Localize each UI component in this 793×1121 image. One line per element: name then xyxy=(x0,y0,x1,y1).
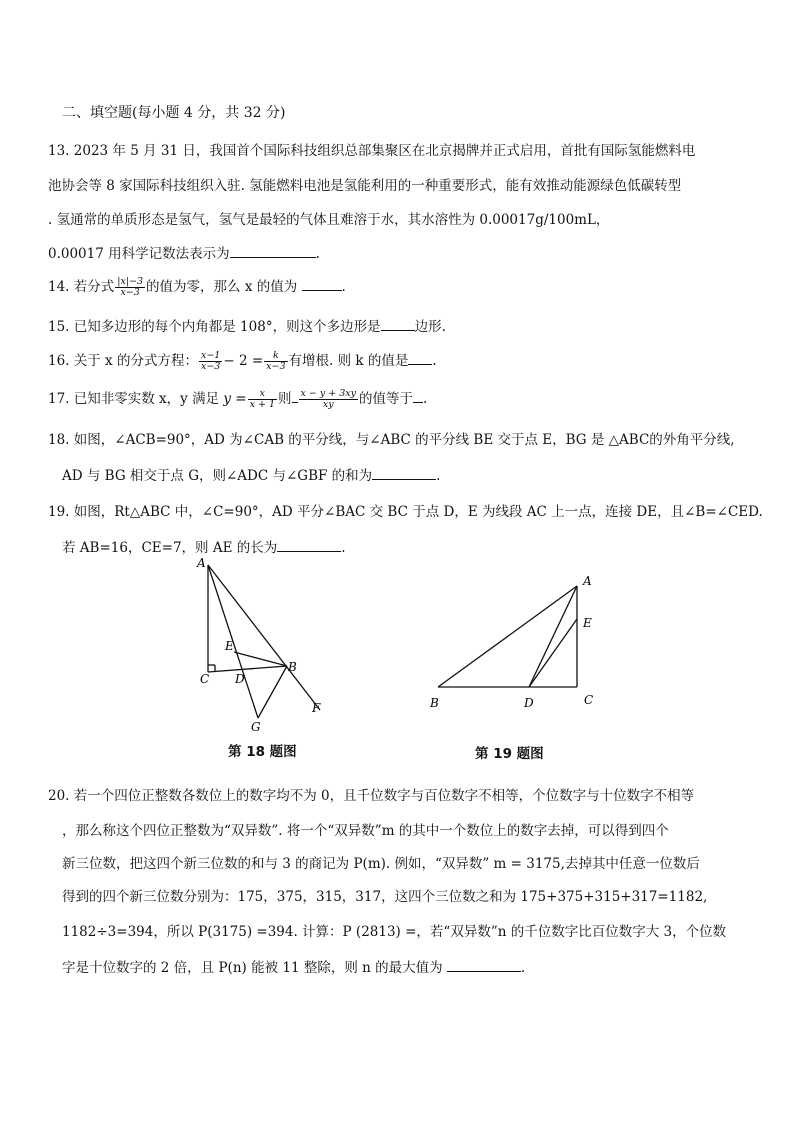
q19-line2-text: 若 AB=16，CE=7，则 AE 的长为 xyxy=(62,540,278,556)
q13-line2: 池协会等 8 家国际科技组织入驻. 氢能燃料电池是氢能利用的一种重要形式，能有效推动能源绿色低碳转型 xyxy=(48,178,682,194)
q17-post: 的值等于 xyxy=(359,391,414,407)
q20-line4: 得到的四个新三位数分别为：175，375，315，317，这四个三位数之和为 175+375+315+317=1182, xyxy=(62,889,708,905)
figure-18-caption: 第 18 题图 xyxy=(228,744,297,760)
q17-end: . xyxy=(423,391,428,407)
fig18-label-A: A xyxy=(197,556,206,570)
q16-f1-num: x−1 xyxy=(200,350,221,361)
fig18-label-B: B xyxy=(288,660,297,674)
q16-f1-den: x−3 xyxy=(200,361,221,372)
q20-line5: 1182÷3=394，所以 P(3175) =394. 计算：P (2813) =，若“双异数”n 的千位数字比百位数字大 3，个位数 xyxy=(62,924,727,940)
q17-answer-blank[interactable] xyxy=(413,388,423,403)
fig19-label-C: C xyxy=(584,693,594,707)
q20-line6 xyxy=(62,957,525,978)
q20-line2: ，那么称这个四位正整数为“双异数”. 将一个“双异数”m 的其中一个数位上的数字去掉，可以得到四个 xyxy=(62,823,669,839)
q16-fraction-2 xyxy=(264,351,287,372)
q14-line xyxy=(48,276,346,298)
q20-line6-end: . xyxy=(520,960,526,976)
fig18-label-C: C xyxy=(200,672,210,686)
q15-pre: 15. 已知多边形的每个内角都是 108°，则这个多边形是 xyxy=(48,319,381,335)
q14-pre: 14. 若分式 xyxy=(48,279,115,295)
q16-post: 有增根. 则 k 的值是 xyxy=(288,353,409,369)
fig19-segment-AD xyxy=(529,586,577,687)
q13-answer-blank[interactable] xyxy=(230,243,316,258)
q16-f2-num: k xyxy=(264,351,287,362)
q13-line3: . 氢通常的单质形态是氢气，氢气是最轻的气体且难溶于水，其水溶性为 0.00017g/100mL， xyxy=(48,212,610,228)
q20-answer-blank[interactable] xyxy=(447,957,521,972)
q18-answer-blank[interactable] xyxy=(372,465,436,480)
q14-answer-blank[interactable] xyxy=(302,276,342,291)
fig18-segment-BG xyxy=(258,666,287,718)
q17-fraction-2 xyxy=(299,389,359,410)
q18-line2-end: . xyxy=(436,468,441,484)
fig18-label-G: G xyxy=(251,720,261,734)
q16-answer-blank[interactable] xyxy=(408,350,432,365)
fig19-label-B: B xyxy=(430,696,439,710)
q16-fraction-1 xyxy=(199,351,222,372)
q13-line1: 13. 2023 年 5 月 31 日，我国首个国际科技组织总部集聚区在北京揭牌并正式启用，首批有国际氢能燃料电 xyxy=(48,143,696,159)
q17-fraction-1 xyxy=(248,389,277,410)
q16-f2-den: x−3 xyxy=(266,361,286,372)
fig19-label-D: D xyxy=(524,696,534,710)
q16-line xyxy=(48,350,437,372)
q16-pre: 16. 关于 x 的分式方程： xyxy=(48,353,198,369)
q19-line2-end: . xyxy=(341,540,346,556)
q17-f1-num: x xyxy=(248,389,277,400)
q13-line4-text: 0.00017 用科学记数法表示为 xyxy=(48,246,230,262)
q17-f2-den: xy xyxy=(322,399,334,410)
q19-line1: 19. 如图，Rt△ABC 中，∠C=90°，AD 平分∠BAC 交 BC 于点 D，E 为线段 AC 上一点，连接 DE，且∠B=∠CED. xyxy=(48,504,763,520)
q20-line3: 新三位数，把这四个新三位数的和与 3 的商记为 P(m). 例如，“双异数” m = 3175,去掉其中任意一位数后 xyxy=(62,856,700,872)
q19-answer-blank[interactable] xyxy=(277,537,341,552)
fig19-label-E: E xyxy=(583,616,592,630)
q14-end: . xyxy=(341,279,346,295)
fig19-label-A: A xyxy=(583,574,592,588)
fig18-label-F: F xyxy=(312,701,321,715)
fig18-label-D: D xyxy=(235,672,245,686)
q17-pre: 17. 已知非零实数 x，y 满足 xyxy=(48,391,224,407)
fig19-segment-ED xyxy=(529,619,577,687)
q13-line4-end: . xyxy=(315,246,320,262)
q17-f2-num: x − y + 3xy xyxy=(300,388,357,399)
fig19-segment-BA xyxy=(438,586,577,687)
fig18-segment-CB xyxy=(208,666,287,672)
q15-answer-blank[interactable] xyxy=(381,316,415,331)
q15-line xyxy=(48,316,446,337)
q17-yeq: y = xyxy=(223,391,247,407)
q17-f1-den: x + 1 xyxy=(249,399,276,410)
q20-line1: 20. 若一个四位正整数各数位上的数字均不为 0，且千位数字与百位数字不相等，个位数字与十位数字不相等 xyxy=(48,788,695,804)
q17-mid: 则 xyxy=(278,391,292,407)
q17-line xyxy=(48,388,427,410)
q14-post: 的值为零，那么 x 的值为 xyxy=(146,279,302,295)
figure-18 xyxy=(190,555,360,740)
figure-19-caption: 第 19 题图 xyxy=(475,746,544,762)
figure-19 xyxy=(420,568,600,718)
fig18-segment-AF xyxy=(208,565,320,710)
fig18-segment-EB xyxy=(234,652,287,666)
q18-line2 xyxy=(62,465,440,486)
q14-frac-den: x−3 xyxy=(120,287,140,298)
fig18-label-E: E xyxy=(225,639,234,653)
q13-line4 xyxy=(48,243,320,264)
q17-gap-blank xyxy=(292,388,298,403)
section-title: 二、填空题(每小题 4 分，共 32 分) xyxy=(62,105,286,121)
q14-fraction xyxy=(115,277,145,298)
q18-line1: 18. 如图，∠ACB=90°，AD 为∠CAB 的平分线，与∠ABC 的平分线 BE 交于点 E，BG 是 △ABC的外角平分线, xyxy=(48,432,735,448)
q14-frac-num: |x|−3 xyxy=(117,276,144,287)
q16-mid: − 2 = xyxy=(223,353,264,369)
q18-line2-text: AD 与 BG 相交于点 G，则∠ADC 与∠GBF 的和为 xyxy=(62,468,373,484)
q15-post: 边形. xyxy=(414,319,446,335)
q16-end: . xyxy=(432,353,437,369)
q20-line6-text: 字是十位数字的 2 倍，且 P(n) 能被 11 整除，则 n 的最大值为 xyxy=(62,960,447,976)
